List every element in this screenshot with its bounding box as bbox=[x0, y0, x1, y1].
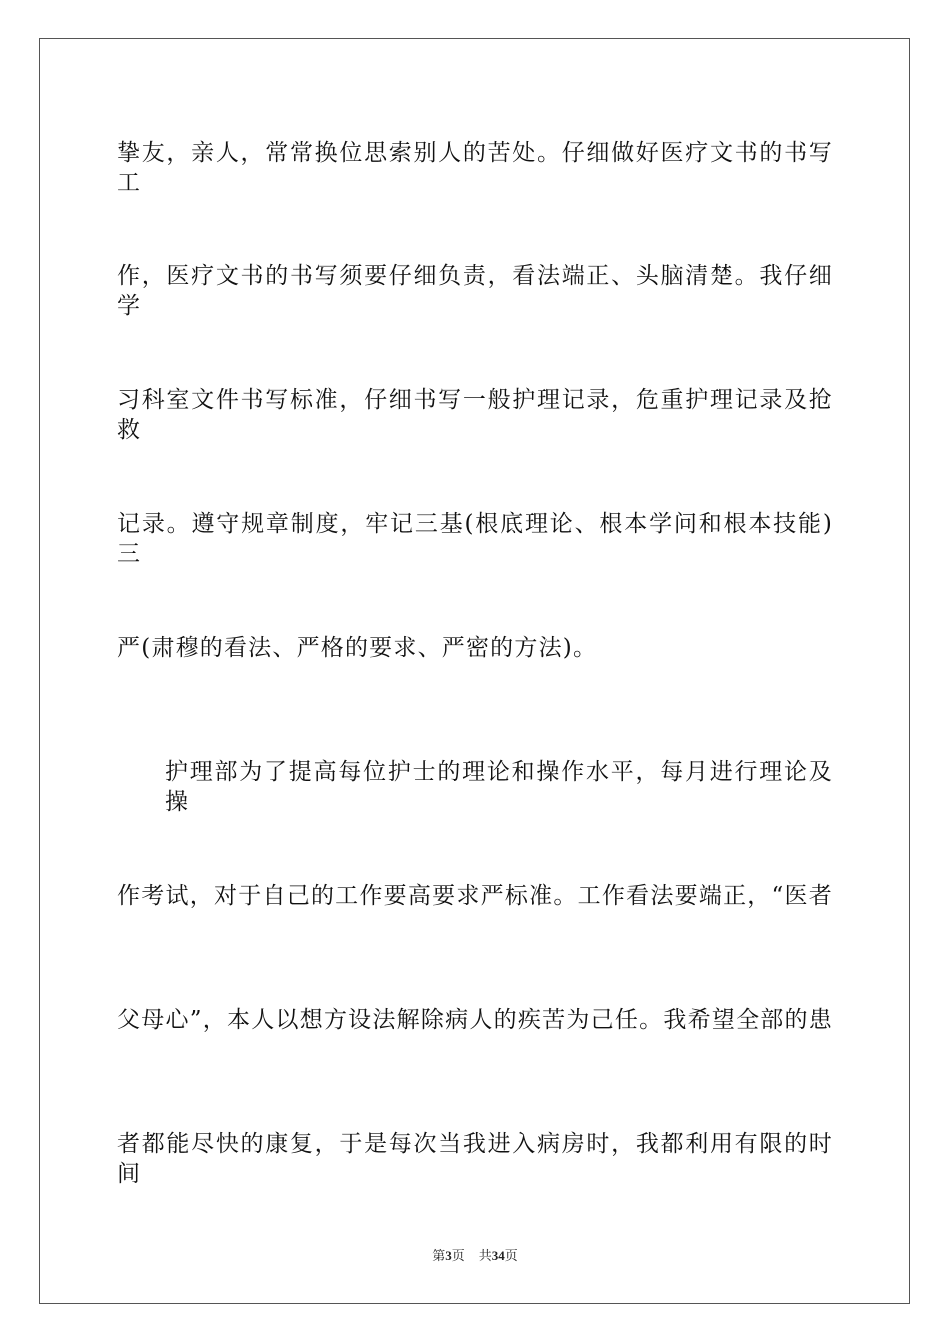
body-line-5: 严(肃穆的看法、严格的要求、严密的方法)。 bbox=[117, 635, 598, 661]
paragraph-2-line-1: 护理部为了提高每位护士的理论和操作水平，每月进行理论及操 bbox=[165, 759, 833, 815]
current-page-number: 3 bbox=[445, 1248, 452, 1263]
paragraph-2-line-2: 作考试，对于自己的工作要高要求严标准。工作看法要端正，“医者 bbox=[117, 883, 833, 909]
body-line-4: 记录。遵守规章制度，牢记三基(根底理论、根本学问和根本技能)三 bbox=[117, 511, 833, 567]
body-line-3: 习科室文件书写标准，仔细书写一般护理记录，危重护理记录及抢救 bbox=[117, 387, 833, 443]
total-pages-number: 34 bbox=[491, 1248, 505, 1263]
total-prefix: 共 bbox=[478, 1249, 492, 1264]
total-suffix: 页 bbox=[504, 1249, 518, 1264]
body-line-2: 作，医疗文书的书写须要仔细负责，看法端正、头脑清楚。我仔细学 bbox=[117, 263, 833, 319]
page-footer bbox=[0, 1248, 950, 1265]
paragraph-2-line-4: 者都能尽快的康复，于是每次当我进入病房时，我都利用有限的时间 bbox=[117, 1131, 833, 1187]
paragraph-2-line-3: 父母心”，本人以想方设法解除病人的疾苦为己任。我希望全部的患 bbox=[117, 1007, 833, 1033]
page-prefix: 第 bbox=[432, 1249, 446, 1264]
page-border bbox=[39, 38, 910, 1304]
page-suffix: 页 bbox=[451, 1249, 465, 1264]
body-line-1: 挚友，亲人，常常换位思索别人的苦处。仔细做好医疗文书的书写工 bbox=[117, 140, 833, 196]
